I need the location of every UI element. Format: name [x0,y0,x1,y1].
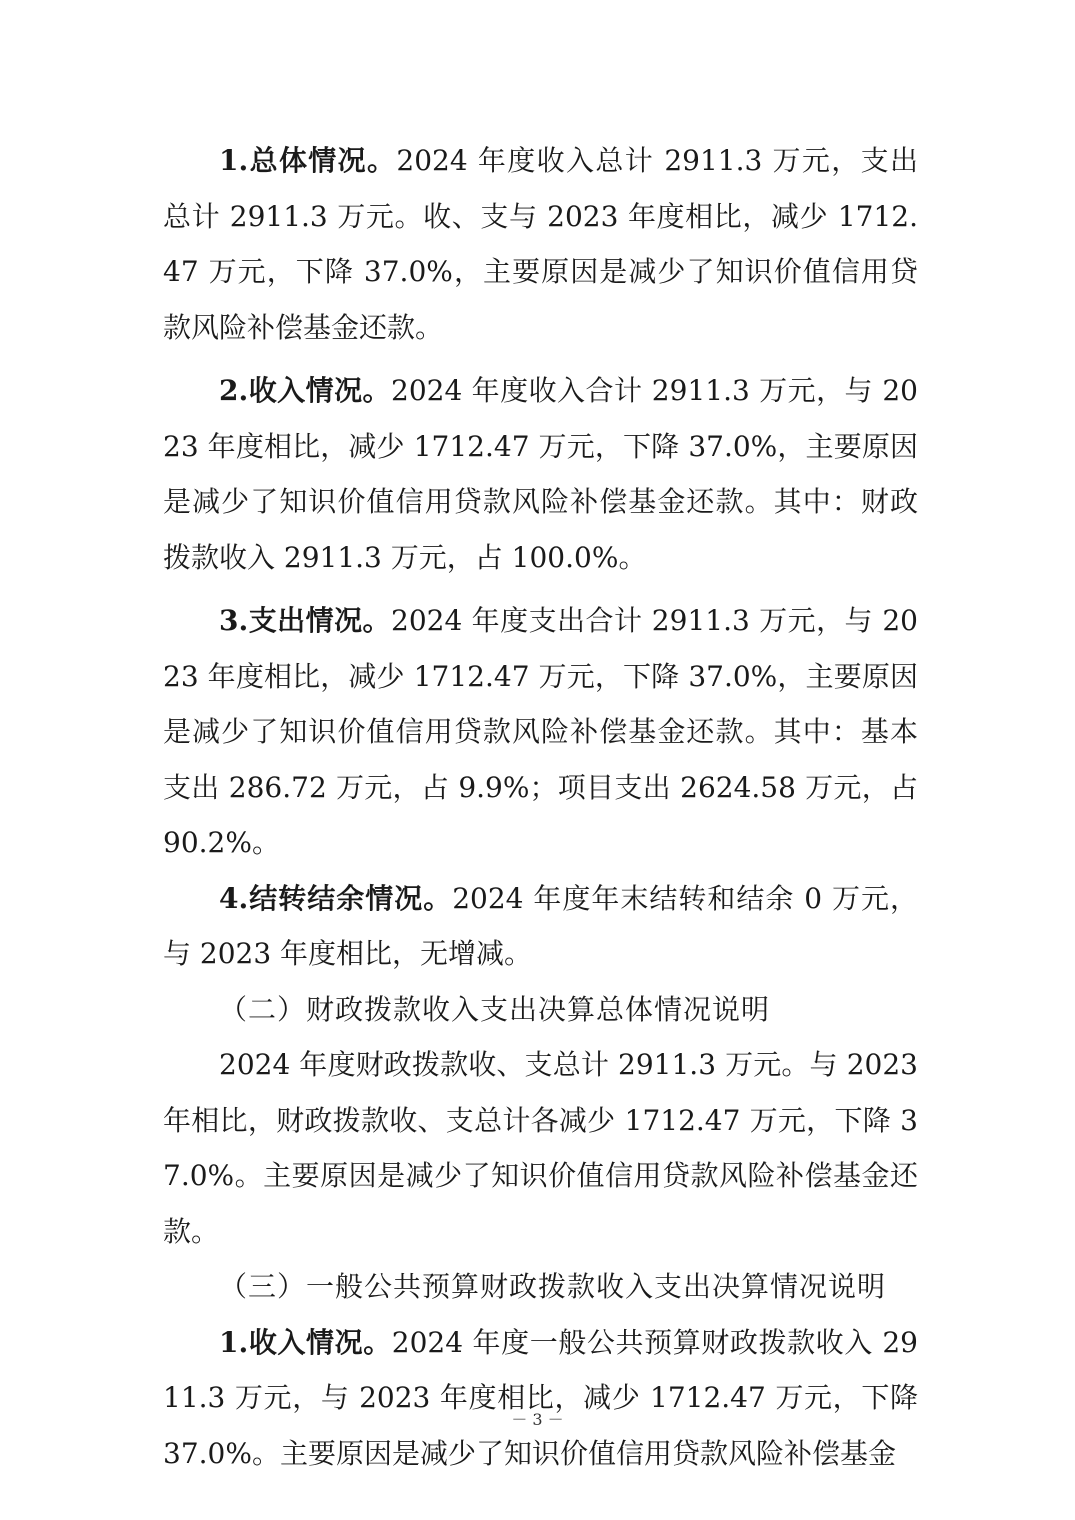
paragraph-heading: 1.收入情况。 [219,1325,392,1359]
section-title-general-budget: （三）一般公共预算财政拨款收入支出决算情况说明 [219,1270,887,1303]
paragraph-overall [163,133,918,355]
paragraph-general-budget-income [163,1315,918,1482]
paragraph-fiscal-overall: 2024 年度财政拨款收、支总计 2911.3 万元。与 2023 年相比，财政拨款收、支总计各减少 1712.47 万元，下降 37.0%。主要原因是减少了知识价值信用贷款风险补偿基金还款。 [163,1048,918,1248]
paragraph-carryover [163,871,918,982]
paragraph-text: 2024 年度收入总计 2911.3 万元，支出总计 2911.3 万元。收、支与 2023 年度相比，减少 1712.47 万元，下降 37.0%，主要原因是减少了知识价值信用贷款风险补偿基金还款。 [163,144,918,344]
paragraph-heading: 1.总体情况。 [219,144,397,177]
paragraph-text: 2024 年度收入合计 2911.3 万元，与 2023 年度相比，减少 1712.47 万元，下降 37.0%，主要原因是减少了知识价值信用贷款风险补偿基金还款。其中：财政拨款收入 2911.3 万元，占 100.0%。 [163,374,919,574]
document-body [163,133,918,1481]
paragraph-heading: 2.收入情况。 [219,374,392,407]
paragraph-text: 2024 年度年末结转和结余 0 万元，与 2023 年度相比，无增减。 [163,881,918,970]
page-number: － 3 － [511,1410,564,1429]
paragraph-heading: 4.结转结余情况。 [219,881,453,915]
paragraph-text: 2024 年度支出合计 2911.3 万元，与 2023 年度相比，减少 1712.47 万元，下降 37.0%，主要原因是减少了知识价值信用贷款风险补偿基金还款。其中：基本支出 286.72 万元，占 9.9%；项目支出 2624.58 万元，占 90.2%。 [163,604,919,859]
paragraph-text: 2024 年度一般公共预算财政拨款收入 2911.3 万元，与 2023 年度相比，减少 1712.47 万元，下降 37.0%。主要原因是减少了知识价值信用贷款风险补偿基金 [163,1325,918,1470]
paragraph-heading: 3.支出情况。 [219,604,392,637]
paragraph-income [163,363,918,585]
section-title-fiscal-overall: （二）财政拨款收入支出决算总体情况说明 [219,992,771,1026]
paragraph-expense [163,593,918,871]
